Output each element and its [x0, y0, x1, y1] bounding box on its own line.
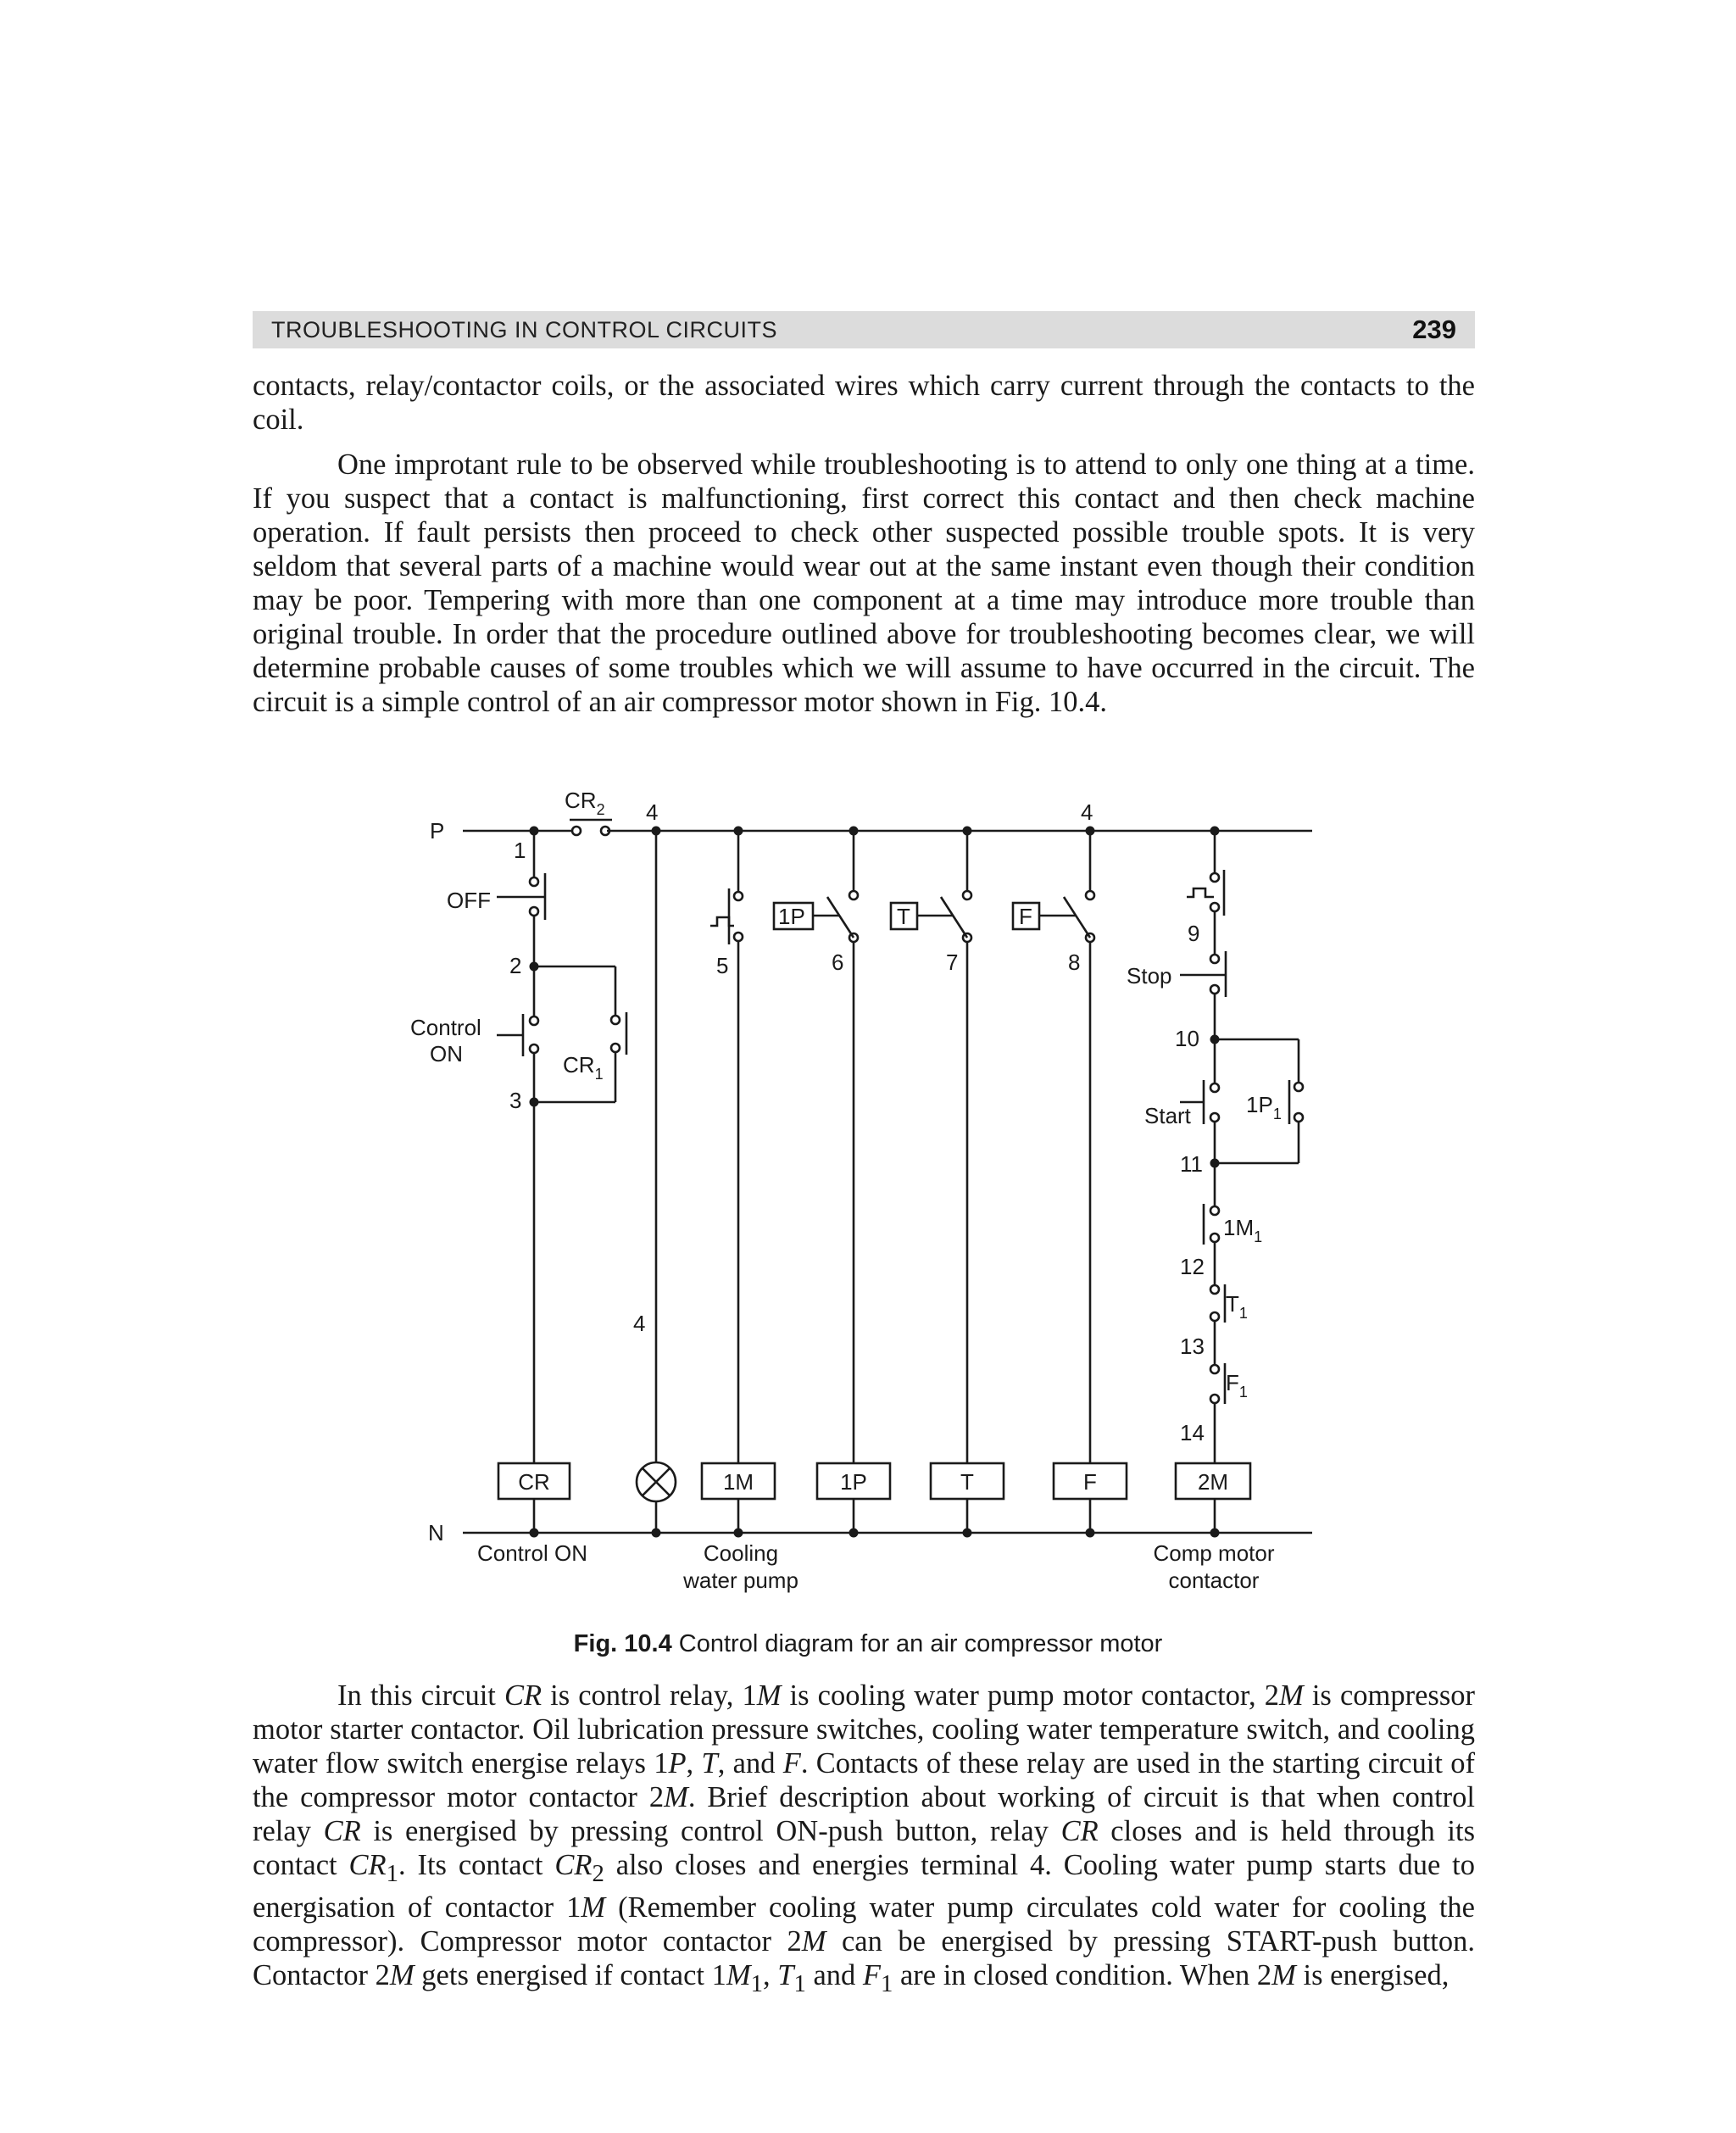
flow-switch-f-label: F — [1019, 904, 1032, 929]
node-3-label: 3 — [509, 1088, 522, 1113]
coil-f-label: F — [1083, 1469, 1097, 1495]
t1-label: $T_1$ — [1226, 1291, 1248, 1322]
paragraph-3-text: In this circuit CR is control relay, 1M is cooling water pump motor contactor, 2M is compressor motor starter contactor. Oil lubrication pressure switches, cooling water temperature switch, and cooling water flow switch energise relays 1P, T, and F. Contacts of these relay are used in the starting circuit of the compressor motor contactor 2M. Brief description about working of circuit is that when control relay CR is energised by pressing control ON-push button, relay CR closes and is held through its contact $CR_1$. Its contact $CR_2$ also closes and energies terminal 4. Cooling water pump starts due to energisation of contactor 1M (Remember cooling water pump circulates cold water for cooling the compressor). Compressor motor contactor 2M can be energised by pressing START-push button. Contactor 2M gets energised if contact $1M_1$, $T_1$ and $F_1$ are in closed condition. When 2M is energised, — [253, 1679, 1476, 1997]
off-button-label: OFF — [447, 888, 491, 913]
comp-motor-caption-2: contactor — [1168, 1568, 1260, 1593]
rail-p-label: P — [430, 818, 445, 844]
coil-cr-label: CR — [518, 1469, 550, 1495]
m1-label: $1M_1$ — [1223, 1215, 1263, 1245]
comp-motor-caption-1: Comp motor — [1153, 1540, 1275, 1566]
running-head: TROUBLESHOOTING IN CONTROL CIRCUITS — [271, 316, 778, 343]
p1-label: $1P_1$ — [1246, 1092, 1282, 1122]
temp-switch-t-label: T — [897, 904, 910, 929]
cooling-pump-caption-2: water pump — [683, 1568, 798, 1593]
stop-button-label: Stop — [1127, 963, 1172, 989]
paragraph-2-text: One improtant rule to be observed while troubleshooting is to attend to only one thing at a time. If you suspect that a contact is malfunctioning, first correct this contact and then check machine operation. If fault persists then proceed to check other suspected possible trouble spots. It is very seldom that several parts of a machine would wear out at the same instant even though their condition may be poor. Tempering with more than one component at a time may introduce more trouble than original trouble. In order that the procedure outlined above for troubleshooting becomes clear, we will determine probable causes of some troubles which we will assume to have occurred in the circuit. The circuit is a simple control of an air compressor motor shown in Fig. 10.4. — [253, 448, 1475, 718]
coil-1m-label: 1M — [722, 1469, 754, 1495]
figure-number: Fig. 10.4 — [573, 1630, 672, 1657]
wire-4-label-mid: 4 — [633, 1311, 646, 1336]
control-on-button-label-2: ON — [430, 1041, 463, 1066]
node-13-label: 13 — [1180, 1334, 1205, 1359]
paragraph-1-text: contacts, relay/contactor coils, or the associated wires which carry current through the contacts to the coil. — [253, 370, 1475, 436]
node-10-label: 10 — [1175, 1026, 1199, 1051]
figure-caption-text: Control diagram for an air compressor motor — [678, 1630, 1163, 1657]
node-5-label: 5 — [716, 953, 729, 978]
cr2-label: $CR_2$ — [565, 788, 605, 818]
pressure-switch-1p-label: 1P — [778, 904, 805, 929]
node-9-label: 9 — [1188, 921, 1200, 946]
wire-4-label-a: 4 — [646, 799, 659, 825]
coil-t-label: T — [960, 1469, 974, 1495]
coil-1p-label: 1P — [840, 1469, 867, 1495]
figure-caption — [0, 1630, 1736, 1658]
node-2-label: 2 — [509, 953, 522, 978]
node-8-label: 8 — [1068, 950, 1081, 975]
wire-4-label-b: 4 — [1081, 799, 1093, 825]
node-11-label: 11 — [1180, 1151, 1203, 1177]
node-7-label: 7 — [946, 950, 959, 975]
node-6-label: 6 — [832, 950, 844, 975]
start-button-label: Start — [1144, 1103, 1191, 1128]
node-1-label: 1 — [514, 838, 526, 863]
cooling-pump-caption-1: Cooling — [703, 1540, 779, 1566]
paragraph-3 — [253, 1679, 1475, 2001]
coil-2m-label: 2M — [1197, 1469, 1229, 1495]
cr1-label: $CR_1$ — [563, 1052, 604, 1083]
node-12-label: 12 — [1180, 1254, 1205, 1279]
control-on-button-label-1: Control — [410, 1015, 481, 1040]
node-14-label: 14 — [1180, 1420, 1205, 1445]
control-on-caption: Control ON — [476, 1540, 588, 1566]
f1-label: $F_1$ — [1226, 1370, 1248, 1401]
page-number: 239 — [1412, 315, 1456, 344]
rail-n-label: N — [428, 1520, 444, 1545]
